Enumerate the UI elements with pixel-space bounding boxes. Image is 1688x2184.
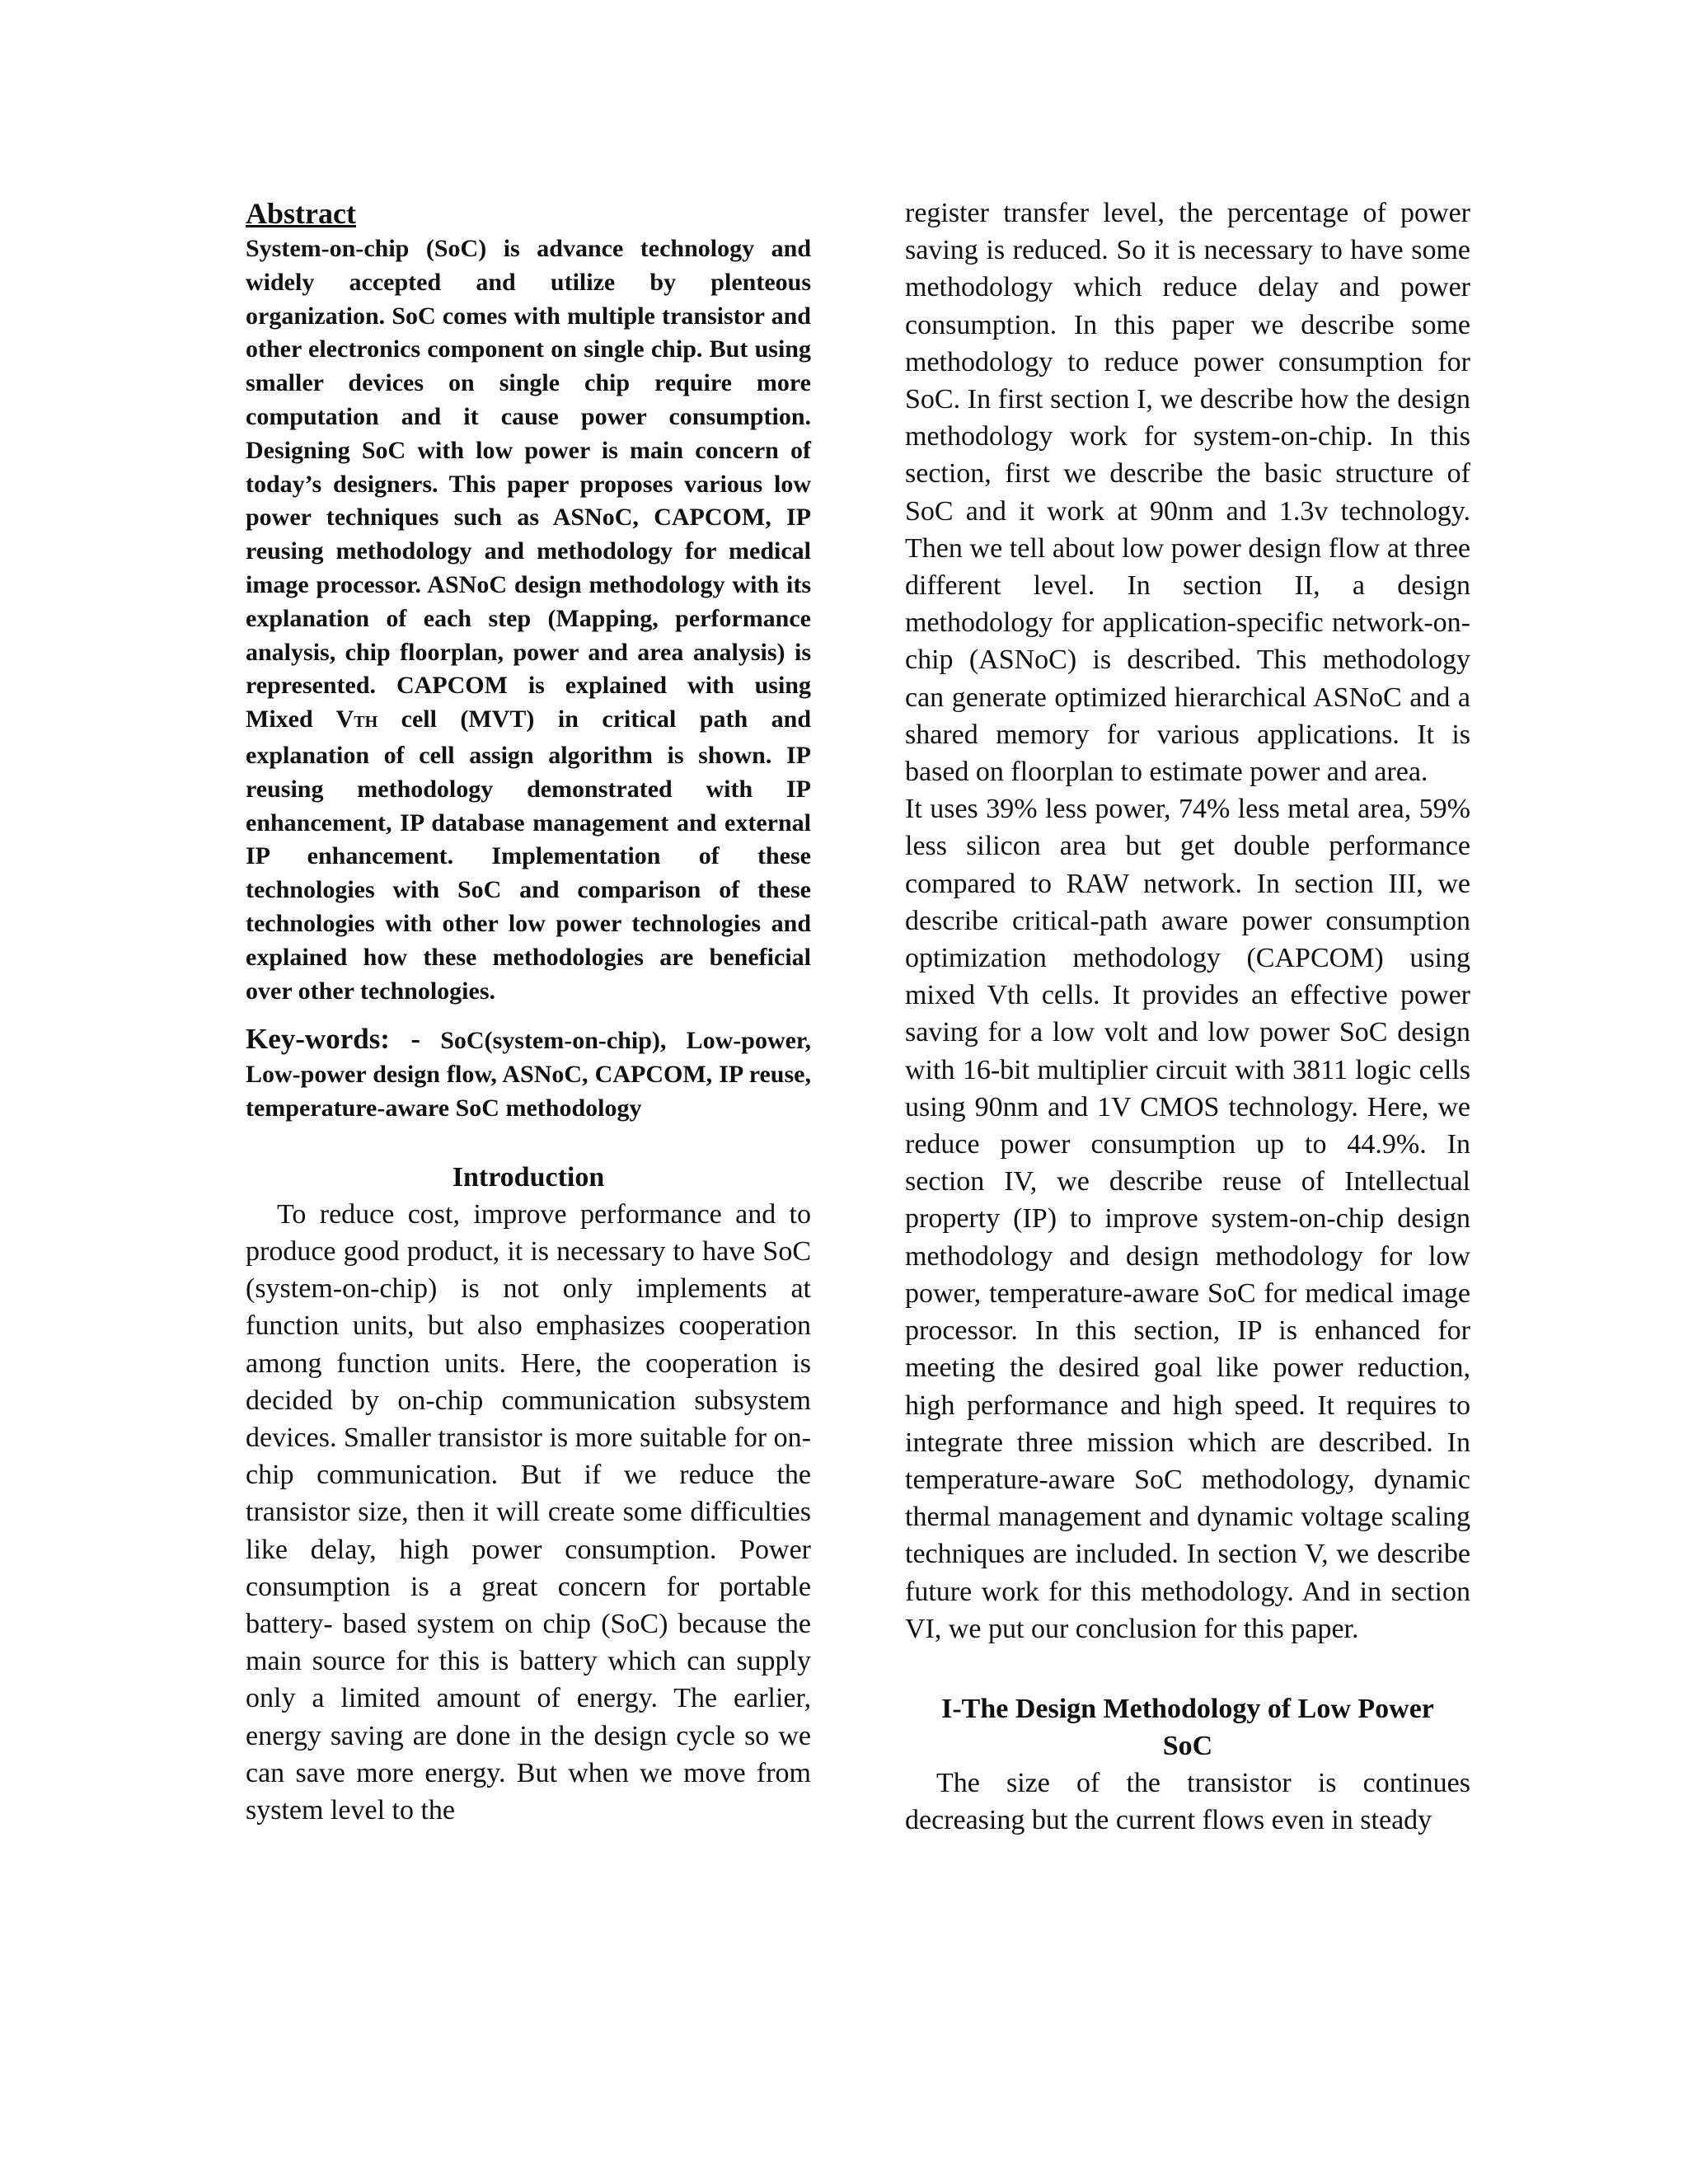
abstract-heading: Abstract [246, 197, 356, 230]
keywords [246, 1023, 811, 1125]
section-1-heading-line1: I-The Design Methodology of Low Power [941, 1693, 1434, 1724]
keywords-label: Key-words: - [246, 1023, 421, 1056]
vth-subscript: TH [354, 713, 378, 732]
abstract-text-part1: System-on-chip (SoC) is advance technology and widely accepted and utilize by plenteous organization. SoC comes with multiple transistor and other electronics component on single chip. But using smaller devices on single chip require more computation and it cause power consumption. Designing SoC with low power is main concern of today’s designers. This paper proposes various low power techniques such as ASNoC, CAPCOM, IP reusing methodology and methodology for medical image processor. ASNoC design methodology with its explanation of each step (Mapping, performance analysis, chip floorplan, power and area analysis) is represented. CAPCOM is explained with using Mixed V [246, 235, 811, 733]
keywords-text: SoC(system-on-chip), Low-power, Low-power design flow, ASNoC, CAPCOM, IP reuse, temperature-aware SoC methodology [246, 1027, 811, 1122]
introduction-paragraph-2: It uses 39% less power, 74% less metal area, 59% less silicon area but get double performance compared to RAW network. In section III, we describe critical-path aware power consumption optimization methodology (CAPCOM) using mixed Vth cells. It provides an effective power saving for a low volt and low power SoC design with 16-bit multiplier circuit with 3811 logic cells using 90nm and 1V CMOS technology. Here, we reduce power consumption up to 44.9%. In section IV, we describe reuse of Intellectual property (IP) to improve system-on-chip design methodology and design methodology for low power, temperature-aware SoC for medical image processor. In this section, IP is enhanced for meeting the desired goal like power reduction, high performance and high speed. It requires to integrate three mission which are described. In temperature-aware SoC methodology, dynamic thermal management and dynamic voltage scaling techniques are included. In section V, we describe future work for this methodology. And in section VI, we put our conclusion for this paper. [905, 794, 1470, 1644]
abstract-body [246, 232, 811, 1008]
introduction-heading: Introduction [452, 1161, 605, 1193]
right-column [905, 194, 1470, 1839]
section-1-heading-line2: SoC [1162, 1730, 1213, 1761]
introduction-paragraph-1-right: register transfer level, the percentage of power saving is reduced. So it is necessary to have some methodology which reduce delay and power consumption. In this paper we describe some methodology to reduce power consumption for SoC. In first section I, we describe how the design methodology work for system-on-chip. In this section, first we describe the basic structure of SoC and it work at 90nm and 1.3v technology. Then we tell about low power design flow at three different level. In section II, a design methodology for application-specific network-on-chip (ASNoC) is described. This methodology can generate optimized hierarchical ASNoC and a shared memory for various applications. It is based on floorplan to estimate power and area. [905, 198, 1470, 788]
abstract-text-part2: cell (MVT) in critical path and explanation of cell assign algorithm is shown. IP reusing methodology demonstrated with IP enhancement, IP database management and external IP enhancement. Implementation of these technologies with SoC and comparison of these technologies with other low power technologies and explained how these methodologies are beneficial over other technologies. [246, 705, 811, 1005]
section-1-paragraph-1: The size of the transistor is continues decreasing but the current flows even in steady [905, 1767, 1470, 1836]
section-1-heading [905, 1690, 1470, 1765]
introduction-paragraph-1-left: To reduce cost, improve performance and to produce good product, it is necessary to have SoC (system-on-chip) is not only implements at function units, but also emphasizes cooperation among function units. Here, the cooperation is decided by on-chip communication subsystem devices. Smaller transistor is more suitable for on-chip communication. But if we reduce the transistor size, then it will create some difficulties like delay, high power consumption. Power consumption is a great concern for portable battery- based system on chip (SoC) because the main source for this is battery which can supply only a limited amount of energy. The earlier, energy saving are done in the design cycle so we can save more energy. But when we move from system level to the [246, 1198, 811, 1825]
left-column [246, 194, 811, 1829]
